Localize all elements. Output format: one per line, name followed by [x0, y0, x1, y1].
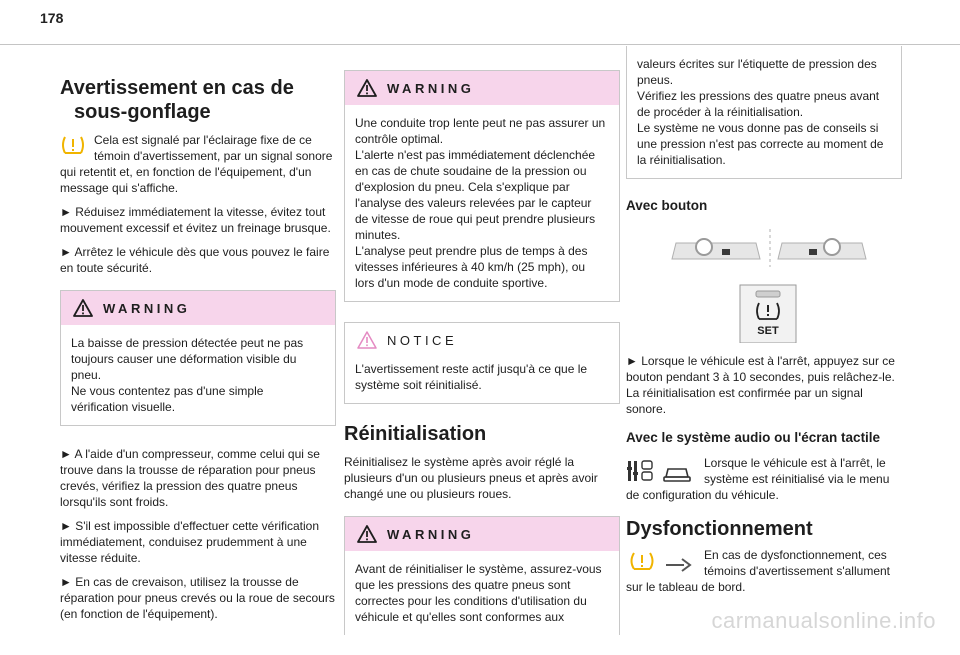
warning-triangle-icon [357, 525, 377, 543]
reset-paragraph: Réinitialisez le système après avoir réglé la plusieurs d'un ou plusieurs pneus et après avoir changé une ou plusieurs roues. [344, 455, 598, 501]
warning-box-header [61, 291, 335, 325]
column-middle [344, 70, 620, 655]
step-reduce-speed: ► Réduisez immédiatement la vitesse, évitez tout mouvement excessif et évitez un freinage brusque. [60, 205, 331, 235]
warning-label: WARNING [387, 80, 475, 96]
section-title-underinflation: Avertissement en cas de sous-gonflage [60, 77, 294, 123]
warning-text: L'alerte n'est pas immédiatement déclenchée en cas de chute soudaine de la pression ou d'explosion du pneu. Cela s'explique par l'analyse des valeurs relevées par le capteur de vitesse de roue qui peut prendre plusieurs minutes. [355, 148, 596, 242]
section-title-malfunction: Dysfonctionnement [626, 518, 813, 540]
notice-box-header [345, 323, 619, 357]
warning-box-body [627, 46, 901, 178]
warning-text: Avant de réinitialiser le système, assurez-vous que les pressions des quatre pneus sont correctes pour les conditions d'utilisation du véhicule et qu'elles sont conformes aux [355, 562, 602, 624]
warning-box-body [345, 105, 619, 301]
warning-box [344, 516, 620, 635]
warning-text: valeurs écrites sur l'étiquette de pression des pneus. [637, 57, 877, 87]
notice-text: L'avertissement reste actif jusqu'à ce que le système soit réinitialisé. [355, 362, 588, 392]
warning-box-body [61, 325, 335, 425]
step-drive-carefully: ► S'il est impossible d'effectuer cette vérification immédiatement, conduisez prudemment à une vitesse réduite. [60, 519, 320, 565]
warning-text: Le système ne vous donne pas de conseils si une pression n'est pas correcte au moment de la réinitialisation. [637, 121, 884, 167]
subsection-title-audio: Avec le système audio ou l'écran tactile [626, 430, 881, 445]
step-check-pressure: ► A l'aide d'un compresseur, comme celui qui se trouve dans la trousse de réparation pour pneus crevés, vérifiez la pression des quatre pneus lorsqu'ils sont froids. [60, 447, 320, 509]
vehicle-settings-icon [626, 457, 696, 485]
warning-label: WARNING [387, 526, 475, 542]
subsection-title-button: Avec bouton [626, 198, 708, 213]
button-instruction: ► Lorsque le véhicule est à l'arrêt, appuyez sur ce bouton pendant 3 à 10 secondes, puis relâchez-le. La réinitialisation est confirmée par un signal sonore. [626, 354, 895, 416]
malfunction-paragraph: En cas de dysfonctionnement, ces témoins d'avertissement s'allument sur le tableau de bord. [626, 548, 890, 594]
notice-triangle-icon [357, 331, 377, 349]
warning-label: WARNING [103, 300, 191, 316]
warning-box [344, 70, 620, 302]
dashboard-button-figure [626, 223, 902, 343]
page-number: 178 [40, 10, 64, 26]
header-rule [0, 44, 960, 45]
tyre-pressure-warning-icon [60, 134, 86, 156]
warning-box [60, 290, 336, 426]
audio-paragraph: Lorsque le véhicule est à l'arrêt, le système est réinitialisé via le menu de configuration du véhicule. [626, 456, 890, 502]
warning-triangle-icon [73, 299, 93, 317]
warning-box-continued [626, 46, 902, 179]
warning-text: Une conduite trop lente peut ne pas assurer un contrôle optimal. [355, 116, 606, 146]
warning-text: La baisse de pression détectée peut ne pas toujours causer une déformation visible du pneu. [71, 336, 304, 382]
notice-box [344, 322, 620, 404]
set-button-label: SET [757, 325, 779, 337]
tyre-pressure-fault-icons [626, 549, 696, 573]
warning-text: L'analyse peut prendre plus de temps à des vitesses inférieures à 40 km/h (25 mph), ou lors d'un mode de conduite sportive. [355, 244, 588, 290]
section-title-reset: Réinitialisation [344, 423, 487, 445]
warning-box-header [345, 71, 619, 105]
notice-label: NOTICE [387, 332, 458, 348]
warning-box-header [345, 517, 619, 551]
step-puncture: ► En cas de crevaison, utilisez la trousse de réparation pour pneus crevés ou la roue de secours (en fonction de l'équipement). [60, 575, 335, 621]
intro-paragraph: Cela est signalé par l'éclairage fixe de ce témoin d'avertissement, par un signal sonore qui retentit et, en fonction de l'équipement, d'un message qui s'affiche. [60, 133, 333, 195]
warning-text: Ne vous contentez pas d'une simple vérification visuelle. [71, 384, 264, 414]
warning-triangle-icon [357, 79, 377, 97]
warning-text: Vérifiez les pressions des quatre pneus avant de procéder à la réinitialisation. [637, 89, 880, 119]
step-stop-vehicle: ► Arrêtez le véhicule dès que vous pouvez le faire en toute sécurité. [60, 245, 330, 275]
watermark: carmanualsonline.info [711, 608, 936, 633]
column-left [60, 66, 336, 630]
warning-box-body [345, 551, 619, 635]
notice-box-body [345, 357, 619, 403]
column-right [626, 57, 902, 603]
